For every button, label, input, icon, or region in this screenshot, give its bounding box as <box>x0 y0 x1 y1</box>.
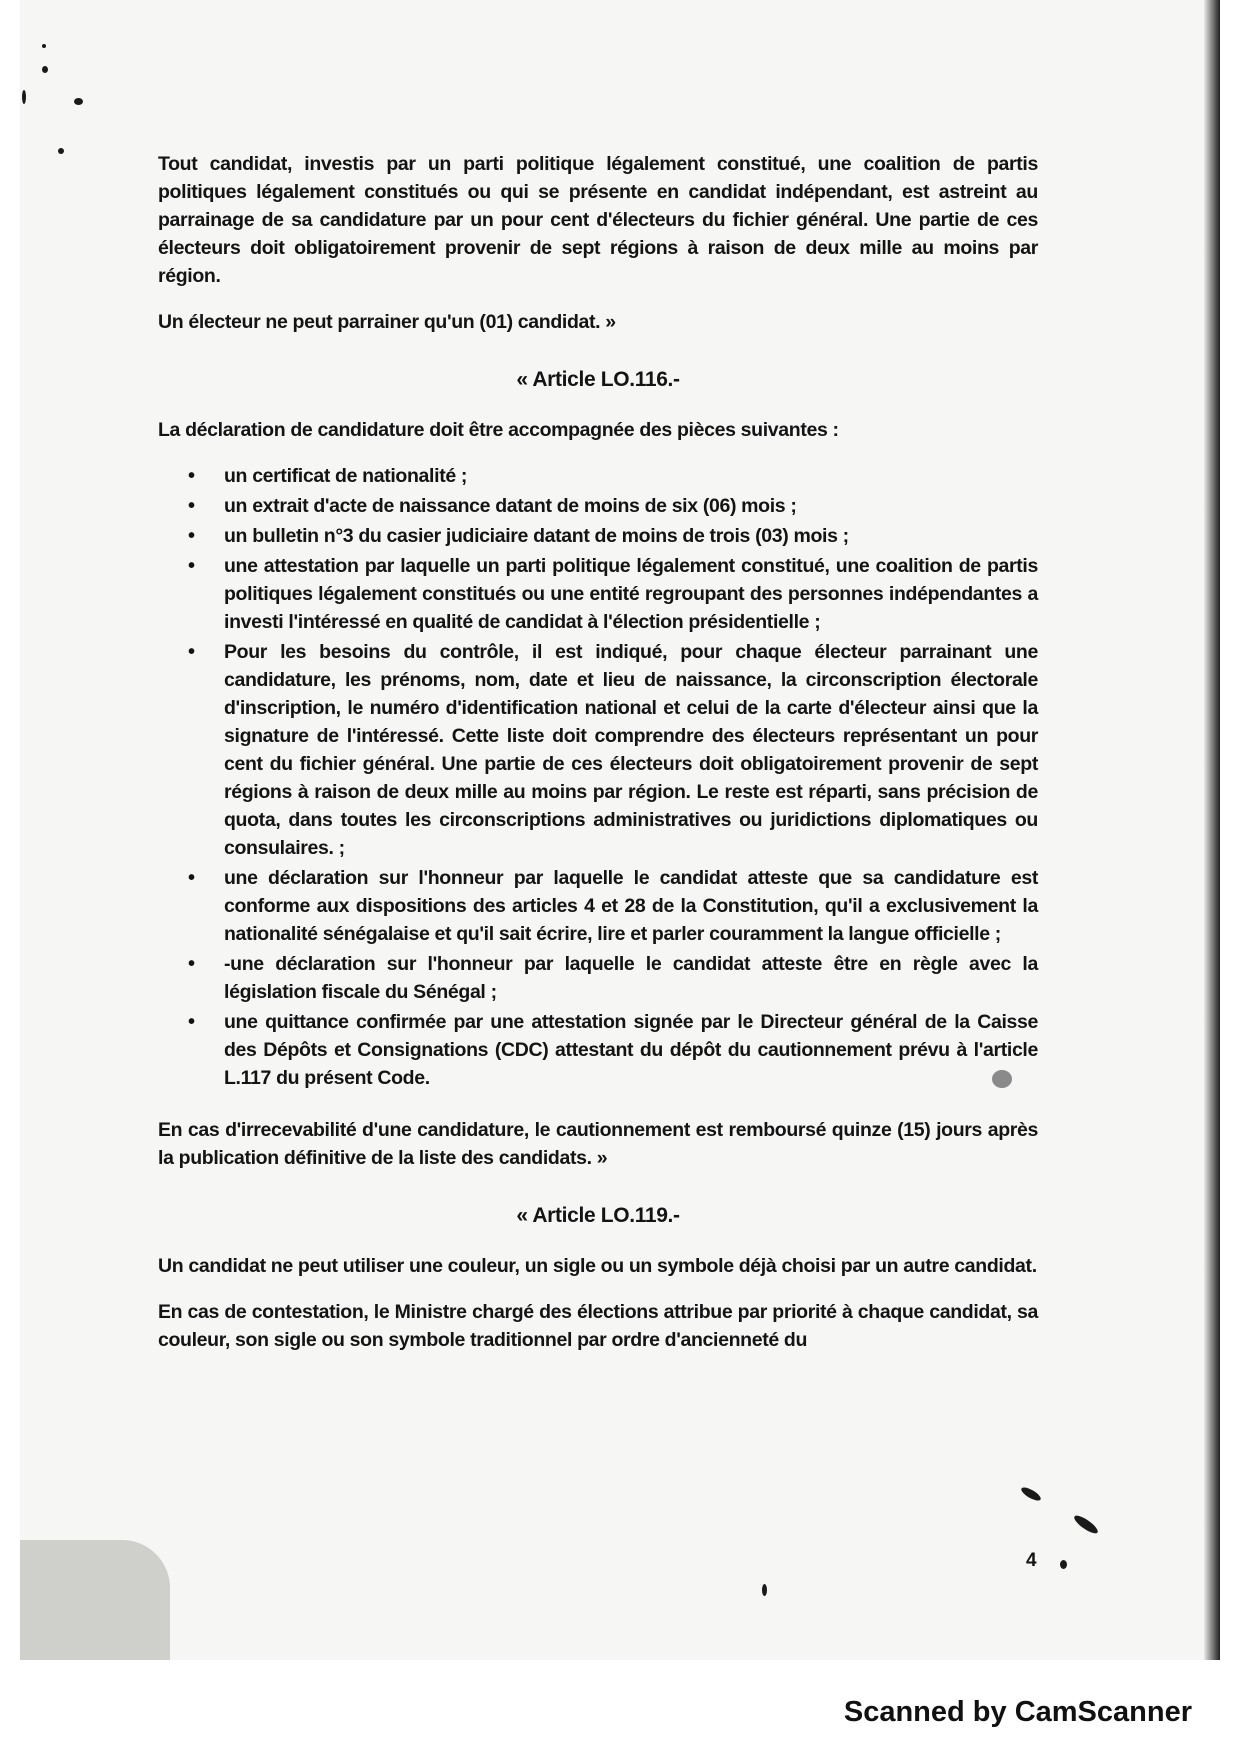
article-119-paragraph-2: En cas de contestation, le Ministre chargé des élections attribue par priorité à chaque candidat, sa couleur, son sigle ou son symbole traditionnel par ordre d'ancienneté du <box>158 1301 1038 1351</box>
speck <box>74 98 83 105</box>
speck <box>22 90 26 104</box>
list-item: • une quittance confirmée par une attestation signée par le Directeur général de la Caisse des Dépôts et Consignations (CDC) attestant du dépôt du cautionnement prévu à l'article L.117 du présent Code. <box>158 1008 1038 1092</box>
list-item: • une déclaration sur l'honneur par laquelle le candidat atteste que sa candidature est conforme aux dispositions des articles 4 et 28 de la Constitution, qu'il a exclusivement la nationalité sénégalaise et qu'il sait écrire, lire et parler couramment la langue officielle ; <box>158 864 1038 948</box>
article-116-lead: La déclaration de candidature doit être accompagnée des pièces suivantes : <box>158 419 839 441</box>
intro-closing: Un électeur ne peut parrainer qu'un (01) candidat. » <box>158 311 616 333</box>
speck <box>1019 1485 1042 1503</box>
article-119-heading: « Article LO.119.- <box>516 1204 680 1227</box>
page-number: 4 <box>1026 1550 1037 1571</box>
speck <box>58 148 64 154</box>
speck <box>1060 1560 1067 1569</box>
list-item: • un certificat de nationalité ; <box>158 462 1038 490</box>
list-item: • -une déclaration sur l'honneur par laquelle le candidat atteste être en règle avec la législation fiscale du Sénégal ; <box>158 950 1038 1006</box>
page-edge-shadow <box>1204 0 1220 1660</box>
list-item: • un extrait d'acte de naissance datant de moins de six (06) mois ; <box>158 492 1038 520</box>
document-body <box>158 150 1038 1372</box>
list-item: • Pour les besoins du contrôle, il est indiqué, pour chaque électeur parrainant une candidature, les prénoms, nom, date et lieu de naissance, la circonscription électorale d'inscription, le numéro d'identification national et celui de la carte d'électeur ainsi que la signature de l'intéressé. Cette liste doit comprendre des électeurs représentant un pour cent du fichier général. Une partie de ces électeurs doit obligatoirement provenir de sept régions à raison de deux mille au moins par région. Le reste est réparti, sans précision de quota, dans toutes les circonscriptions administratives ou juridictions diplomatiques ou consulaires. ; <box>158 638 1038 862</box>
speck <box>1072 1513 1100 1536</box>
finger-shadow <box>20 1540 170 1660</box>
speck <box>762 1584 767 1596</box>
article-116-closing: En cas d'irrecevabilité d'une candidature, le cautionnement est remboursé quinze (15) jours après la publication définitive de la liste des candidats. » <box>158 1119 1038 1169</box>
required-documents-list <box>158 462 1038 1092</box>
intro-paragraph: Tout candidat, investis par un parti politique légalement constitué, une coalition de partis politiques légalement constitués ou qui se présente en candidat indépendant, est astreint au parrainage de sa candidature par un pour cent d'électeurs du fichier général. Une partie de ces électeurs doit obligatoirement provenir de sept régions à raison de deux mille au moins par région. <box>158 153 1038 287</box>
speck <box>42 44 46 48</box>
speck <box>42 66 48 73</box>
camscanner-watermark: Scanned by CamScanner <box>843 1696 1192 1728</box>
list-item: • un bulletin n°3 du casier judiciaire datant de moins de trois (03) mois ; <box>158 522 1038 550</box>
article-119-paragraph-1: Un candidat ne peut utiliser une couleur, un sigle ou un symbole déjà choisi par un autre candidat. <box>158 1255 1037 1277</box>
article-116-heading: « Article LO.116.- <box>516 368 680 391</box>
list-item: • une attestation par laquelle un parti politique légalement constitué, une coalition de partis politiques légalement constitués ou une entité regroupant des personnes indépendantes a investi l'intéressé en qualité de candidat à l'élection présidentielle ; <box>158 552 1038 636</box>
